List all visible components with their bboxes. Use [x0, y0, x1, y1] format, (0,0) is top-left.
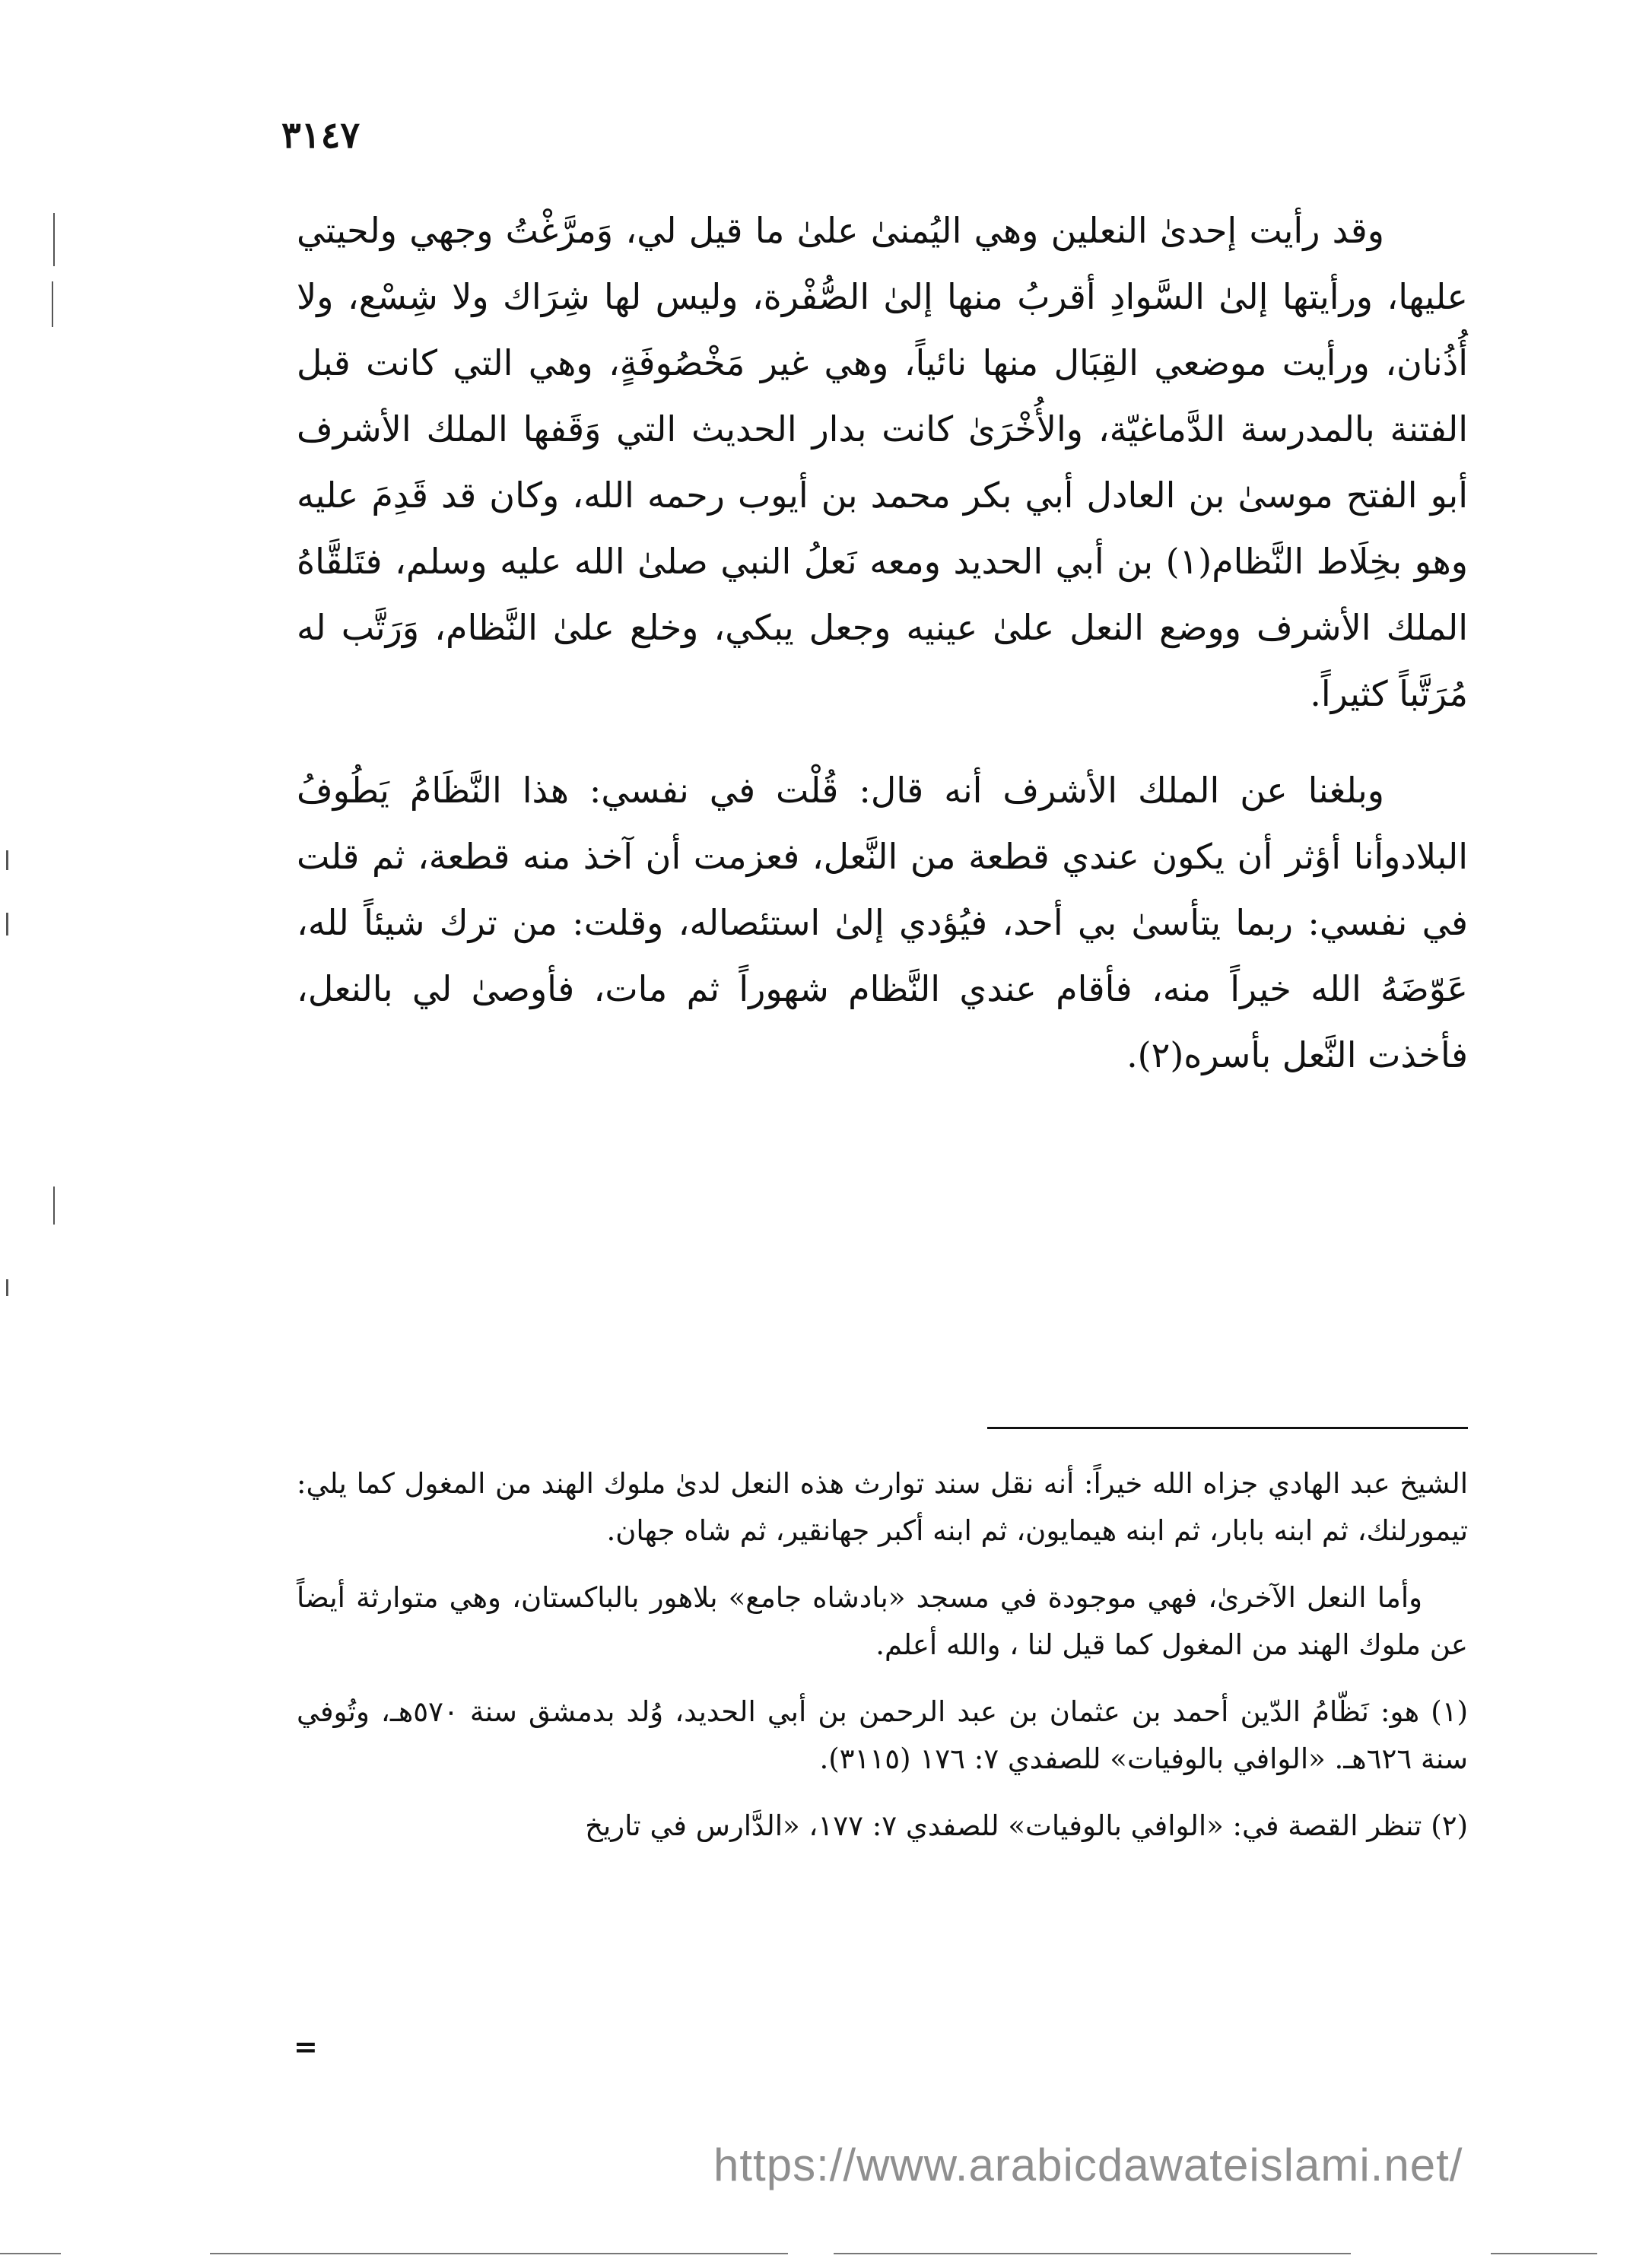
scan-mark: [52, 281, 53, 327]
footnote-separator: [987, 1427, 1468, 1429]
scan-mark: [6, 1279, 8, 1296]
scan-mark: [53, 1187, 55, 1225]
scan-mark: [6, 913, 8, 936]
footnotes: [297, 1460, 1468, 1869]
continuation-mark: =: [294, 2029, 318, 2063]
scan-edge-line: [834, 2253, 1351, 2254]
footnote-continuation: الشيخ عبد الهادي جزاه الله خيراً: أنه نقل سند توارث هذه النعل لدىٰ ملوك الهند من المغول كما يلي: تيمورلنك، ثم ابنه بابار، ثم ابنه هيمايون، ثم ابنه أكبر جهانقير، ثم شاه جهان.: [297, 1467, 1468, 1547]
footnote-continuation: وأما النعل الآخرىٰ، فهي موجودة في مسجد «بادشاه جامع» بلاهور بالباكستان، وهي متوارثة أيضاً عن ملوك الهند من المغول كما قيل لنا ، والله أعلم.: [297, 1581, 1468, 1661]
footnote-2: (٢) تنظر القصة في: «الوافي بالوفيات» للصفدي ٧: ١٧٧، «الدَّارس في تاريخ: [585, 1809, 1468, 1842]
scan-edge-line: [210, 2253, 788, 2254]
paragraph: وبلغنا عن الملك الأشرف أنه قال: قُلْت في نفسي: هذا النَّظَامُ يَطُوفُ البلادوأنا أؤثر أن يكون عندي قطعة من النَّعل، فعزمت أن آخذ منه قطعة، ثم قلت في نفسي: ربما يتأسىٰ بي أحد، فيُؤدي إلىٰ استئصاله، وقلت: من ترك شيئاً لله، عَوّضَهُ الله خيراً منه، فأقام عندي النَّظام شهوراً ثم مات، فأوصىٰ لي بالنعل، فأخذت النَّعل بأسره(٢).: [297, 770, 1468, 1075]
watermark-url: https://www.arabicdawateislami.net/: [713, 2140, 1463, 2190]
footnote-1: (١) هو: نَظّامُ الدّين أحمد بن عثمان بن عبد الرحمن بن أبي الحديد، وُلد بدمشق سنة ٥٧٠هـ، وتُوفي سنة ٦٢٦هـ. «الوافي بالوفيات» للصفدي ٧: ١٧٦ (٣١١٥).: [297, 1695, 1468, 1775]
paragraph: وقد رأيت إحدىٰ النعلين وهي اليُمنىٰ علىٰ ما قيل لي، وَمرَّغْتُ وجهي ولحيتي عليها، ورأيتها إلىٰ السَّوادِ أقربُ منها إلىٰ الصُّفْرة، وليس لها شِرَاك ولا شِسْع، ولا أُذُنان، ورأيت موضعي القِبَال منها نائياً، وهي غير مَخْصُوفَةٍ، وهي التي كانت قبل الفتنة بالمدرسة الدَّماغيّة، والأُخْرَىٰ كانت بدار الحديث التي وَقَفها الملك الأشرف أبو الفتح موسىٰ بن العادل أبي بكر محمد بن أيوب رحمه الله، وكان قد قَدِمَ عليه وهو بخِلَاط النَّظام(١) بن أبي الحديد ومعه نَعلُ النبي صلىٰ الله عليه وسلم، فتَلقَّاهُ الملك الأشرف ووضع النعل علىٰ عينيه وجعل يبكي، وخلع علىٰ النَّظام، وَرَتَّب له مُرَتَّباً كثيراً.: [297, 210, 1468, 714]
scan-edge-line: [1491, 2253, 1597, 2254]
page-number: ٣١٤٧: [281, 114, 361, 157]
scan-mark: [53, 213, 55, 266]
scan-edge-line: [0, 2253, 61, 2254]
main-text: [297, 198, 1468, 1088]
scan-mark: [6, 850, 8, 870]
